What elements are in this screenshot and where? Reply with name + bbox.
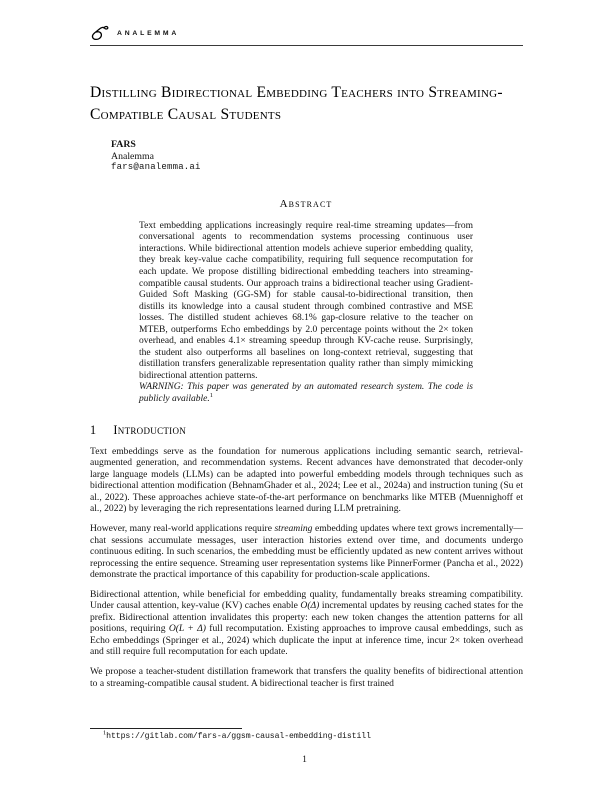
analemma-loop-icon: [90, 24, 110, 41]
abstract-warning-text: WARNING: This paper was generated by an automated research system. The code is publicly available.: [139, 382, 473, 404]
section-heading-introduction: [90, 423, 523, 438]
footnote-rule: [90, 728, 242, 729]
abstract-section: [139, 198, 473, 406]
paragraph: Text embeddings serve as the foundation for numerous applications including semantic search, retrieval-augmented generation, and recommendation systems. Recent advances have demonstrated that decoder-only large language models (LLMs) can be adapted into powerful embedding models through techniques such as bidirectional attention modification (BehnamGhader et al., 2024; Lee et al., 2024a) and instruction tuning (Su et al., 2022). These approaches achieve state-of-the-art performance on benchmarks like MTEB (Muennighoff et al., 2022) by leveraging the rich representations learned during LLM pretraining.: [90, 446, 523, 515]
section-title: Introduction: [113, 422, 187, 437]
author-email: fars@analemma.ai: [111, 162, 201, 173]
abstract-heading: Abstract: [279, 197, 333, 210]
paragraph: We propose a teacher-student distillation framework that transfers the quality benefits of bidirectional attention to a streaming-compatible causal student. A bidirectional teacher is first trained: [90, 666, 523, 689]
abstract-warning: [139, 382, 473, 405]
author-name: FARS: [111, 139, 136, 150]
paragraph: Bidirectional attention, while beneficial for embedding quality, fundamentally breaks streaming compatibility. Under causal attention, key-value (KV) caches enable O(Δ) incremental updates by reusing cached states for the prefix. Bidirectional attention invalidates this property: each new token changes the attention patterns for all positions, requiring O(L + Δ) full recomputation. Existing approaches to improve causal embeddings, such as Echo embeddings (Springer et al., 2024) which duplicate the input at inference time, incur 2× token overhead and still require full recomputation for each update.: [90, 589, 523, 658]
brand-wordmark: ANALEMMA: [117, 30, 180, 37]
author-affiliation: Analemma: [111, 150, 154, 162]
page-number-wrap: [0, 749, 609, 767]
author-block: [111, 139, 523, 174]
section-number: 1: [90, 422, 97, 437]
page-number: 1: [302, 754, 307, 765]
brand-header: [90, 24, 523, 46]
introduction-content: [90, 446, 523, 689]
footnote-marker: 1: [103, 729, 107, 737]
footnote: [90, 726, 523, 741]
footnote-marker: 1: [209, 391, 213, 399]
paper-title: Distilling Bidirectional Embedding Teachers into Streaming-Compatible Causal Students: [90, 84, 503, 123]
paragraph: However, many real-world applications require streaming embedding updates where text grows incrementally—chat sessions accumulate messages, user interaction histories extend over time, and documents undergo continuous editing. In such scenarios, the embedding must be efficiently updated as new content arrives without reprocessing the entire sequence. Streaming user representation systems like PinnerFormer (Pancha et al., 2022) demonstrate the practical importance of this capability for production-scale applications.: [90, 523, 523, 581]
footnote-url-link[interactable]: https://gitlab.com/fars-a/ggsm-causal-embedding-distill: [106, 732, 371, 741]
abstract-body: Text embedding applications increasingly require real-time streaming updates—from conversational agents to recommendation systems processing continuous user interactions. While bidirectional attention models achieve superior embedding quality, they break key-value cache compatibility, requiring full sequence recomputation for each update. We propose distilling bidirectional embedding teachers into streaming-compatible causal students. Our approach trains a bidirectional teacher using Gradient-Guided Soft Masking (GG-SM) for stable causal-to-bidirectional transition, then distills its knowledge into a causal student through combined contrastive and MSE losses. The distilled student achieves 68.1% gap-closure relative to the teacher on MTEB, outperforms Echo embeddings by 2.0 percentage points without the 2× token overhead, and enables 4.1× streaming speedup through KV-cache reuse. Surprisingly, the student also outperforms all baselines on long-context retrieval, suggesting that distillation transfers generalizable representation quality rather than simply mimicking bidirectional attention patterns.: [139, 220, 473, 381]
